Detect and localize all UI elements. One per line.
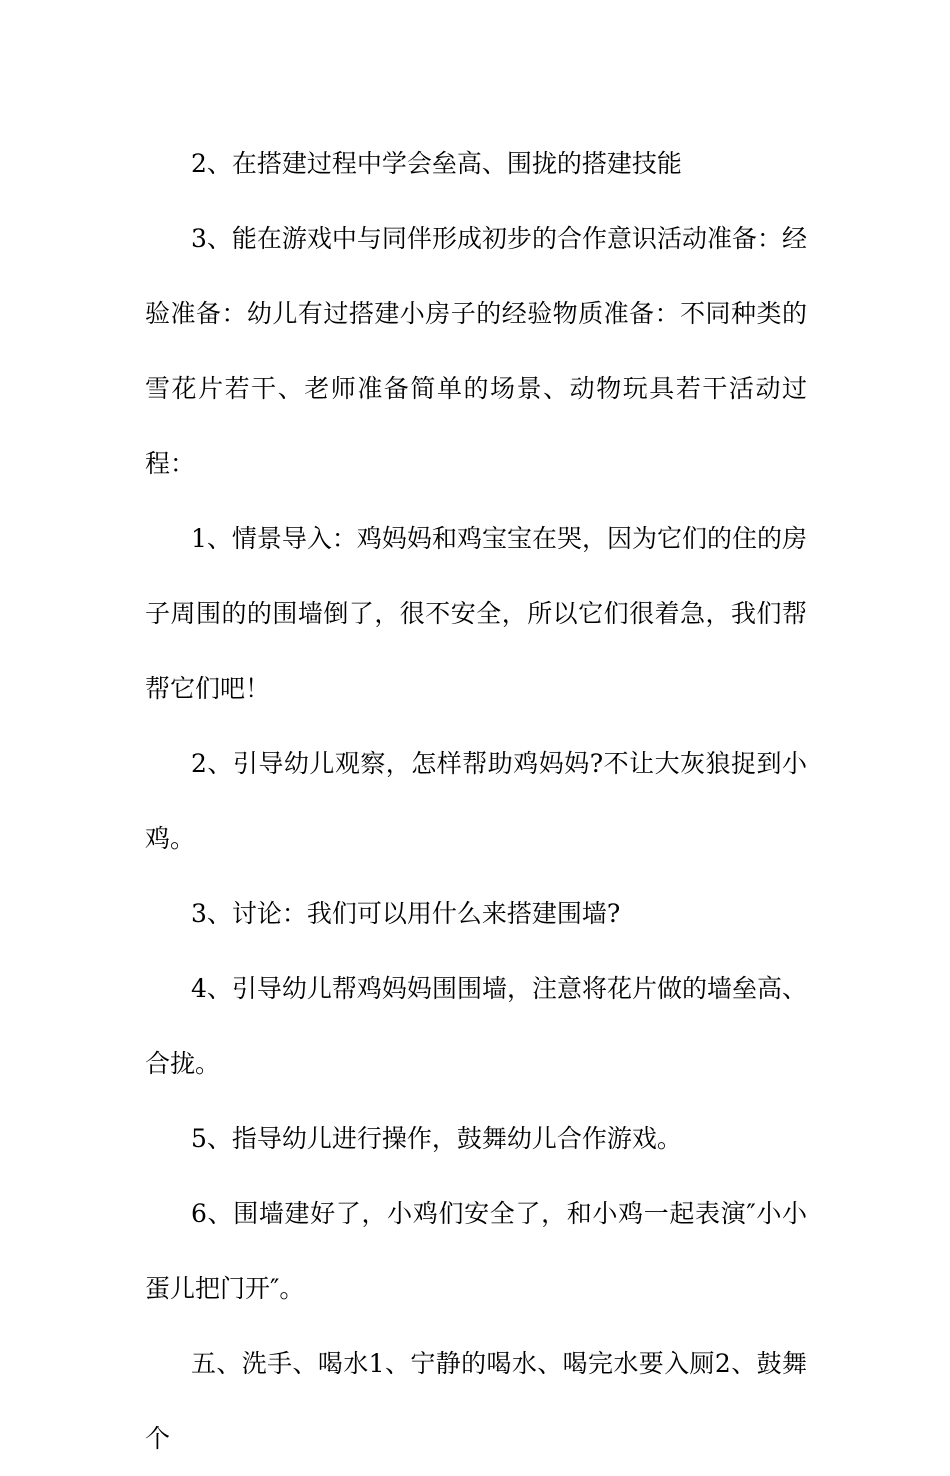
paragraph: 2、在搭建过程中学会垒高、围拢的搭建技能 (191, 149, 682, 178)
paragraph: 3、讨论：我们可以用什么来搭建围墙? (191, 899, 621, 928)
paragraph: 1、情景导入：鸡妈妈和鸡宝宝在哭，因为它们的住的房子周围的的围墙倒了，很不安全，所以它们很着急，我们帮帮它们吧！ (145, 524, 807, 703)
paragraph: 3、能在游戏中与同伴形成初步的合作意识活动准备：经验准备：幼儿有过搭建小房子的经验物质准备：不同种类的雪花片若干、老师准备简单的场景、动物玩具若干活动过程： (145, 224, 807, 478)
paragraph: 6、围墙建好了，小鸡们安全了，和小鸡一起表演″小小蛋儿把门开″。 (145, 1199, 807, 1303)
paragraph: 2、引导幼儿观察，怎样帮助鸡妈妈?不让大灰狼捉到小鸡。 (145, 749, 807, 853)
paragraph: 五、洗手、喝水1、宁静的喝水、喝完水要入厕2、鼓舞个 (145, 1349, 807, 1453)
paragraph: 4、引导幼儿帮鸡妈妈围围墙，注意将花片做的墙垒高、合拢。 (145, 974, 807, 1078)
document-body (145, 126, 807, 1476)
paragraph: 5、指导幼儿进行操作，鼓舞幼儿合作游戏。 (191, 1124, 682, 1153)
